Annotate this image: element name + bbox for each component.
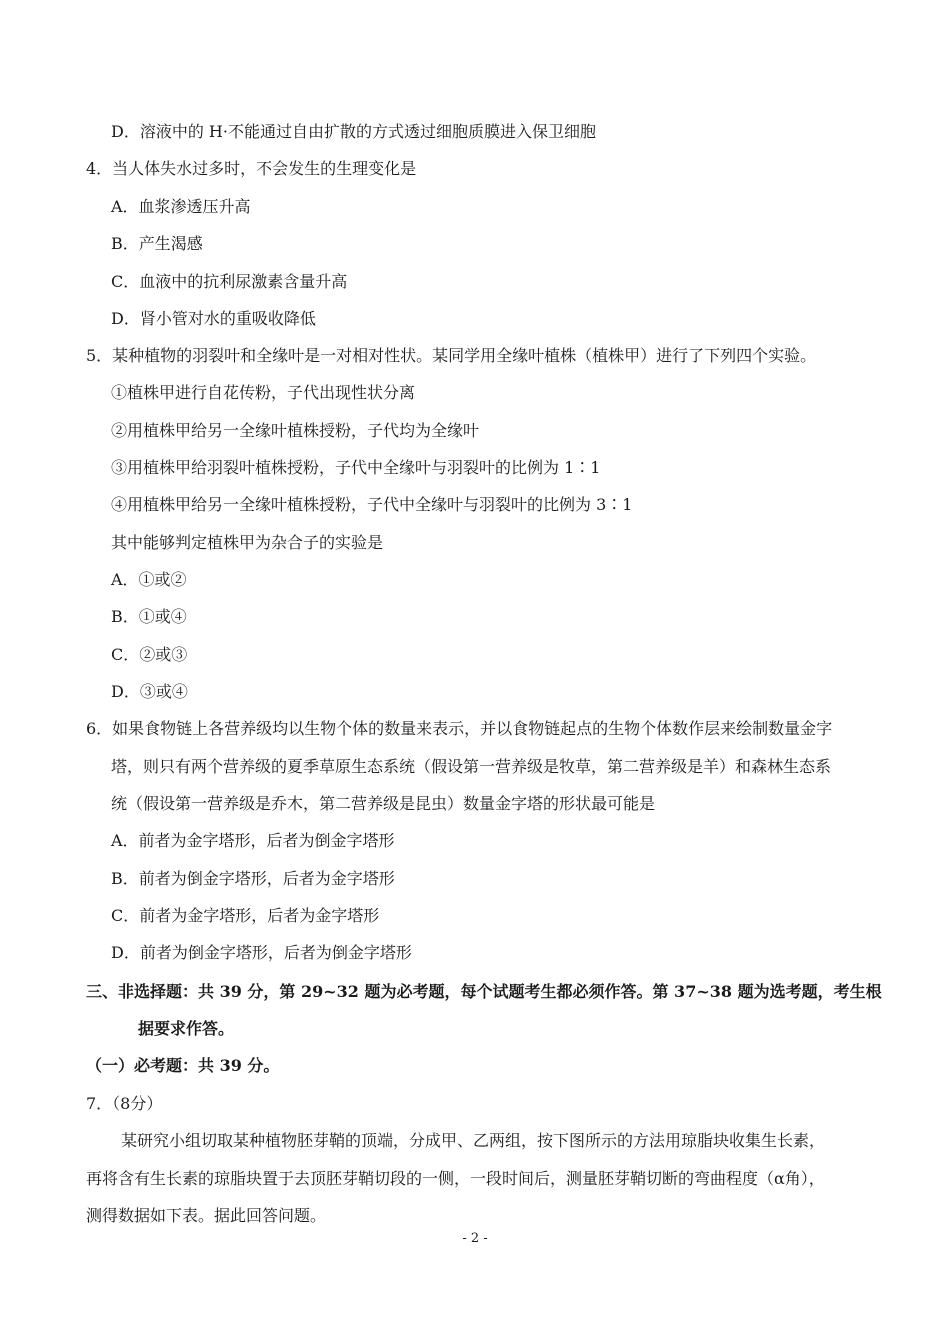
q4-option-d: D．肾小管对水的重吸收降低: [111, 309, 316, 328]
q5-experiment-1: ①植株甲进行自花传粉，子代出现性状分离: [111, 383, 416, 402]
q6-option-d: D．前者为倒金字塔形，后者为倒金字塔形: [111, 943, 412, 962]
q6-option-c: C．前者为金字塔形，后者为金字塔形: [111, 906, 380, 925]
q5-question: 其中能够判定植株甲为杂合子的实验是: [111, 533, 384, 552]
q6-option-b: B．前者为倒金字塔形，后者为金字塔形: [111, 869, 395, 888]
section3-heading-line-1: 三、非选择题：共 39 分，第 29~32 题为必考题，每个试题考生都必须作答。第 37~38 题为选考题，考生根: [86, 982, 882, 1001]
q4-option-a: A．血浆渗透压升高: [111, 197, 251, 216]
q4-option-b: B．产生渴感: [111, 234, 203, 253]
q5-experiment-3: ③用植株甲给羽裂叶植株授粉，子代中全缘叶与羽裂叶的比例为 1∶1: [111, 458, 601, 477]
q6-stem-line-2: 塔，则只有两个营养级的夏季草原生态系统（假设第一营养级是牧草，第二营养级是羊）和森林生态系: [111, 757, 832, 776]
q6-option-a: A．前者为金字塔形，后者为倒金字塔形: [111, 831, 395, 850]
q7-number: 7．（8分）: [86, 1094, 163, 1113]
q6-stem-line-1: 6．如果食物链上各营养级均以生物个体的数量来表示，并以食物链起点的生物个体数作层来绘制数量金字: [86, 719, 833, 738]
q7-body-line-1: 某研究小组切取某种植物胚芽鞘的顶端，分成甲、乙两组，按下图所示的方法用琼脂块收集生长素，: [121, 1131, 826, 1150]
q5-option-a: A．①或②: [111, 570, 187, 589]
q3-option-d: D．溶液中的 H·不能通过自由扩散的方式透过细胞质膜进入保卫细胞: [111, 122, 596, 141]
section3-subheading: （一）必考题：共 39 分。: [86, 1056, 280, 1075]
q5-option-c: C．②或③: [111, 645, 188, 664]
q6-stem-line-3: 统（假设第一营养级是乔木，第二营养级是昆虫）数量金字塔的形状最可能是: [111, 794, 656, 813]
q7-body-line-3: 测得数据如下表。据此回答问题。: [86, 1206, 327, 1225]
q5-option-b: B．①或④: [111, 607, 187, 626]
section3-heading-line-2: 据要求作答。: [138, 1019, 235, 1038]
q4-option-c: C．血液中的抗利尿激素含量升高: [111, 272, 348, 291]
q4-stem: 4．当人体失水过多时，不会发生的生理变化是: [86, 159, 417, 178]
q5-option-d: D．③或④: [111, 682, 188, 701]
q5-stem: 5．某种植物的羽裂叶和全缘叶是一对相对性状。某同学用全缘叶植株（植株甲）进行了下列四个实验。: [86, 346, 817, 365]
page-number: - 2 -: [462, 1231, 488, 1246]
q5-experiment-2: ②用植株甲给另一全缘叶植株授粉，子代均为全缘叶: [111, 421, 480, 440]
q5-experiment-4: ④用植株甲给另一全缘叶植株授粉，子代中全缘叶与羽裂叶的比例为 3∶1: [111, 495, 633, 514]
q7-body-line-2: 再将含有生长素的琼脂块置于去顶胚芽鞘切段的一侧，一段时间后，测量胚芽鞘切断的弯曲程度（α角），: [86, 1169, 825, 1188]
